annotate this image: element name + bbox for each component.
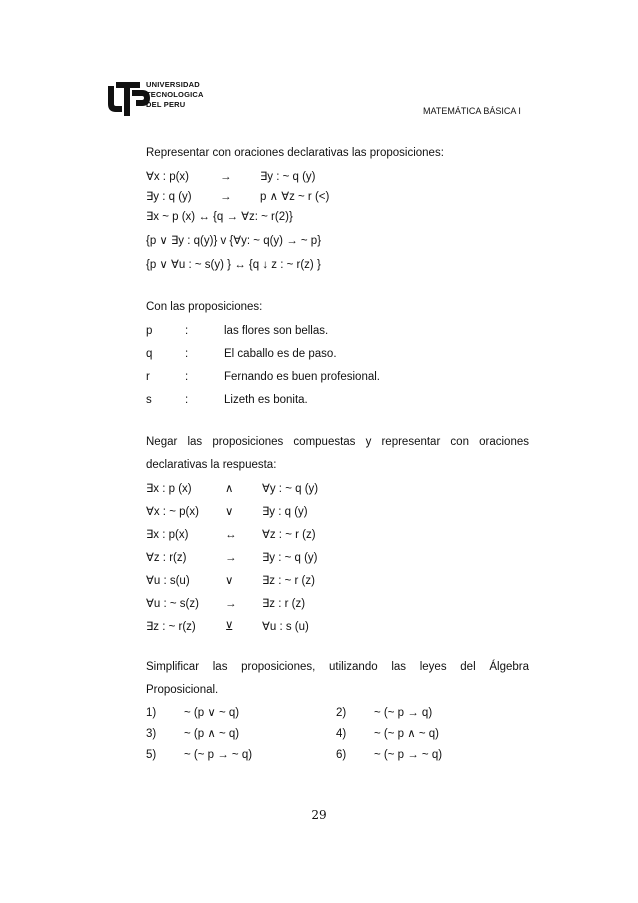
s3-row6-left: ∀u : ~ s(z) [146,598,199,610]
s2-text-s: Lizeth es bonita. [224,394,308,406]
s3-row3-right: ∀z : ~ r (z) [262,529,316,541]
s4-item6-expr: ~ (~ p → ~ q) [374,749,443,761]
s4-item5-num: 5) [146,749,157,761]
s1-row1-left: ∀x : p(x) [146,171,190,183]
s2-sep-p: : [185,325,189,337]
s1-row2-left: ∃y : q (y) [146,191,192,203]
s4-item1-expr: ~ (p ∨ ~ q) [184,707,240,719]
s3-row1-right: ∀y : ~ q (y) [262,483,319,495]
s2-sep-q: : [185,348,189,360]
university-logo [106,80,296,118]
s3-row7-left: ∃z : ~ r(z) [146,621,196,633]
s3-row1-op: ∧ [225,483,234,495]
section2-title: Con las proposiciones: [146,301,263,313]
section4-title-line2: Proposicional. [146,684,219,696]
s3-row2-left: ∀x : ~ p(x) [146,506,199,518]
s1-row4: {p ∨ ∃y : q(y)} v {∀y: ~ q(y) → ~ p} [146,235,322,247]
s2-text-q: El caballo es de paso. [224,348,337,360]
s3-row6-op: → [225,598,237,610]
s1-row1-right: ∃y : ~ q (y) [260,171,316,183]
s4-item5-expr: ~ (~ p → ~ q) [184,749,253,761]
s3-row1-left: ∃x : p (x) [146,483,192,495]
logo-line-3: DEL PERU [146,100,186,109]
s3-row3-left: ∃x : p(x) [146,529,189,541]
section1-title: Representar con oraciones declarativas las proposiciones: [146,147,444,159]
section3-title-line2: declarativas la respuesta: [146,459,277,471]
s2-var-s: s [146,394,152,406]
s4-item6-num: 6) [336,749,347,761]
s2-var-q: q [146,348,153,360]
s4-item1-num: 1) [146,707,157,719]
s3-row5-op: ∨ [225,575,234,587]
s4-item3-num: 3) [146,728,157,740]
s1-row5: {p ∨ ∀u : ~ s(y) } ↔ {q ↓ z : ~ r(z) } [146,259,321,271]
s4-item2-num: 2) [336,707,347,719]
s3-row2-right: ∃y : q (y) [262,506,308,518]
s4-item3-expr: ~ (p ∧ ~ q) [184,728,240,740]
s3-row7-right: ∀u : s (u) [262,621,309,633]
logo-text [146,80,204,110]
s2-sep-r: : [185,371,189,383]
course-header: MATEMÁTICA BÁSICA I [423,106,521,116]
s1-row2-op: → [220,191,232,203]
s3-row3-op: ↔ [225,529,237,541]
s3-row2-op: ∨ [225,506,234,518]
s1-row1-op: → [220,171,232,183]
section3-title-line1: Negar las proposiciones compuestas y representar con oraciones [146,436,529,448]
s4-item2-expr: ~ (~ p → q) [374,707,433,719]
logo-line-2: TECNOLOGICA [146,90,204,99]
s2-text-r: Fernando es buen profesional. [224,371,380,383]
s1-row3: ∃x ~ p (x) ↔ {q → ∀z: ~ r(2)} [146,211,293,223]
s4-item4-num: 4) [336,728,347,740]
s1-row2-right: p ∧ ∀z ~ r (<) [260,191,330,203]
page-number: 29 [311,808,327,822]
s3-row4-right: ∃y : ~ q (y) [262,552,318,564]
s2-var-p: p [146,325,153,337]
s3-row6-right: ∃z : r (z) [262,598,306,610]
s3-row4-left: ∀z : r(z) [146,552,187,564]
s2-var-r: r [146,371,150,383]
s4-item4-expr: ~ (~ p ∧ ~ q) [374,728,439,740]
s3-row5-right: ∃z : ~ r (z) [262,575,315,587]
logo-line-1: UNIVERSIDAD [146,80,200,89]
s3-row5-left: ∀u : s(u) [146,575,190,587]
s2-sep-s: : [185,394,189,406]
s3-row4-op: → [225,552,237,564]
s3-row7-op: ⊻ [225,621,234,633]
section4-title-line1: Simplificar las proposiciones, utilizando las leyes del Álgebra [146,661,529,673]
s2-text-p: las flores son bellas. [224,325,329,337]
